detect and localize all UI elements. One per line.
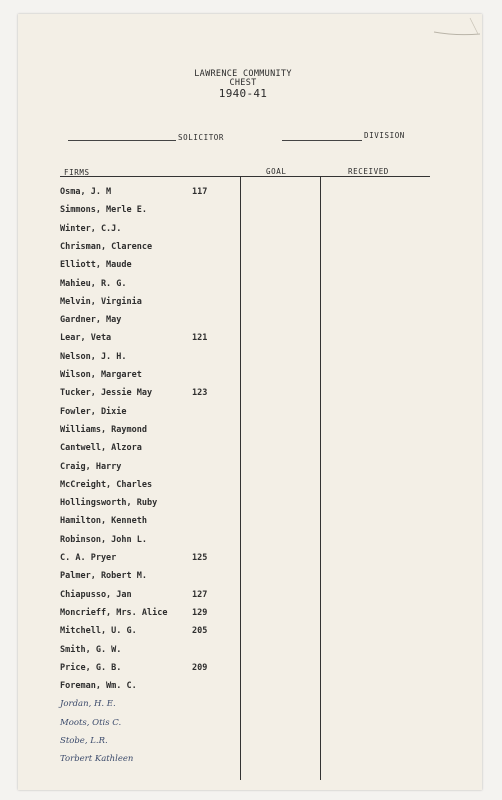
firm-name: Elliott, Maude (60, 260, 132, 271)
goal-column-divider (240, 177, 241, 780)
handwritten-firm-name: Torbert Kathleen (60, 754, 134, 765)
solicitor-label: SOLICITOR (178, 133, 225, 142)
firm-name: Chrisman, Clarence (60, 241, 153, 252)
list-item (60, 388, 220, 402)
division-blank-line (282, 140, 362, 141)
firm-name: Winter, C.J. (60, 223, 122, 234)
list-item (60, 205, 220, 219)
firm-name: Foreman, Wm. C. (60, 681, 137, 692)
list-item (60, 553, 220, 567)
firm-name: Chiapusso, Jan (60, 589, 132, 600)
list-item-handwritten (60, 736, 220, 750)
list-item (60, 260, 220, 274)
firm-name: Wilson, Margaret (60, 370, 142, 380)
firm-name: Craig, Harry (60, 461, 122, 472)
handwritten-firm-name: Stobe, L.R. (60, 736, 108, 746)
list-item (60, 535, 220, 549)
list-item (60, 608, 220, 622)
goal-column-header: GOAL (266, 167, 287, 176)
division-label: DIVISION (364, 131, 405, 140)
list-item (60, 315, 220, 329)
list-item (60, 498, 220, 512)
firm-name: McCreight, Charles (60, 479, 153, 490)
firm-name: Williams, Raymond (60, 424, 147, 435)
firm-name: Robinson, John L. (60, 534, 147, 545)
list-item (60, 443, 220, 457)
firm-name: Hamilton, Kenneth (60, 516, 147, 527)
firm-name: C. A. Pryer (60, 553, 117, 563)
list-item (60, 297, 220, 311)
firm-name: Smith, G. W. (60, 644, 122, 655)
firm-number: 125 (192, 553, 208, 563)
firm-name: Hollingsworth, Ruby (60, 498, 158, 509)
list-item (60, 333, 220, 347)
header-rule (60, 176, 430, 177)
document-header (168, 70, 318, 99)
list-item (60, 681, 220, 695)
list-item (60, 626, 220, 640)
firm-name: Price, G. B. (60, 662, 122, 673)
firm-name: Nelson, J. H. (60, 351, 127, 362)
firm-number: 123 (192, 388, 208, 399)
list-item (60, 370, 220, 384)
received-column-header: RECEIVED (348, 167, 389, 176)
handwritten-firm-name: Jordan, H. E. (60, 699, 116, 710)
list-item (60, 516, 220, 530)
list-item (60, 187, 220, 201)
firm-name: Mahieu, R. G. (60, 278, 127, 289)
header-subtitle: CHEST (229, 78, 257, 88)
firm-name: Mitchell, U. G. (60, 626, 137, 637)
received-column-divider (320, 177, 321, 780)
firm-name: Melvin, Virginia (60, 296, 142, 307)
list-item-handwritten (60, 699, 220, 713)
firm-name: Gardner, May (60, 315, 122, 326)
list-item (60, 571, 220, 585)
list-item-handwritten (60, 754, 220, 768)
header-year: 1940-41 (218, 87, 268, 100)
firm-number: 117 (192, 187, 208, 197)
corner-fold-mark (430, 14, 482, 38)
solicitor-blank-line (68, 140, 176, 141)
firm-name: Palmer, Robert M. (60, 571, 147, 582)
handwritten-firm-name: Moots, Otis C. (60, 717, 122, 728)
firm-number: 121 (192, 333, 208, 344)
list-item (60, 480, 220, 494)
list-item (60, 462, 220, 476)
list-item (60, 645, 220, 659)
list-item (60, 279, 220, 293)
firm-name: Osma, J. M (60, 187, 112, 197)
list-item (60, 663, 220, 677)
firm-name: Tucker, Jessie May (60, 388, 153, 399)
list-item (60, 407, 220, 421)
firm-number: 127 (192, 589, 208, 600)
firms-column-header: FIRMS (64, 168, 90, 177)
firm-name: Simmons, Merle E. (60, 205, 147, 216)
header-title: LAWRENCE COMMUNITY (194, 69, 292, 79)
list-item-handwritten (60, 718, 220, 732)
list-item (60, 590, 220, 604)
firm-number: 129 (192, 607, 208, 618)
list-item (60, 352, 220, 366)
firm-name: Lear, Veta (60, 333, 112, 344)
firm-number: 209 (192, 662, 208, 673)
list-item (60, 425, 220, 439)
firm-name: Cantwell, Alzora (60, 443, 142, 454)
firm-number: 205 (192, 626, 208, 637)
list-item (60, 224, 220, 238)
list-item (60, 242, 220, 256)
firm-name: Fowler, Dixie (60, 406, 127, 417)
firm-name: Moncrieff, Mrs. Alice (60, 607, 168, 618)
